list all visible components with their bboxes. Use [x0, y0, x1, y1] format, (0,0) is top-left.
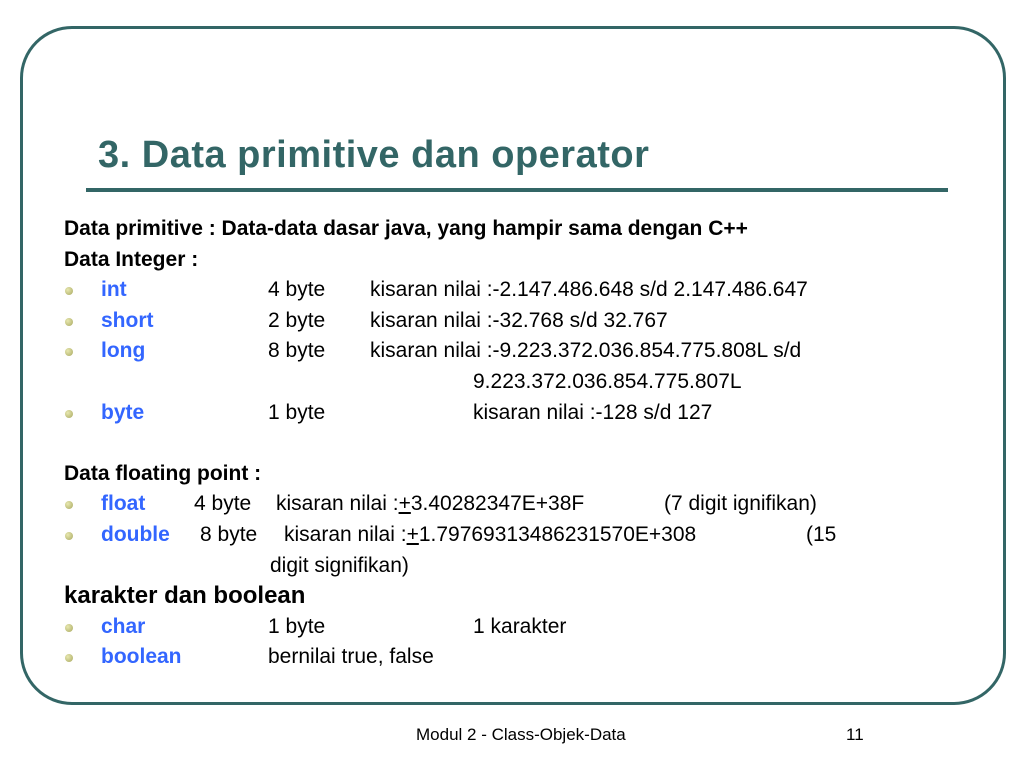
type-size: 1 byte — [268, 400, 326, 424]
list-item-long-continuation — [64, 367, 964, 398]
slide-content — [64, 214, 964, 673]
type-range: kisaran nilai :-9.223.372.036.854.775.808L s/d — [370, 339, 802, 363]
plus-minus-sign: + — [406, 522, 419, 546]
title-underline — [86, 188, 948, 192]
type-range: kisaran nilai :-32.768 s/d 32.767 — [370, 308, 668, 332]
list-item-float — [64, 489, 964, 520]
type-range: kisaran nilai :-2.147.486.648 s/d 2.147.486.647 — [370, 278, 808, 302]
range-prefix: kisaran nilai : — [276, 492, 399, 516]
page-number: 11 — [846, 725, 864, 744]
type-size: 2 byte — [268, 308, 326, 332]
type-keyword: short — [101, 308, 154, 332]
list-item-int — [64, 275, 964, 306]
range-value: 1.79769313486231570E+308 — [418, 522, 697, 546]
integer-heading: Data Integer : — [64, 247, 199, 271]
range-value: 3.40282347E+38F — [410, 492, 585, 516]
type-keyword: long — [101, 339, 146, 363]
type-keyword: float — [101, 492, 146, 516]
type-note: (15 — [806, 522, 837, 546]
list-item-double-continuation — [64, 551, 964, 582]
spacer — [64, 428, 964, 459]
list-item-boolean — [64, 642, 964, 673]
type-size: 4 byte — [194, 492, 252, 516]
bullet-icon — [65, 318, 73, 326]
type-keyword: boolean — [101, 645, 182, 669]
bullet-icon — [65, 410, 73, 418]
type-keyword: char — [101, 614, 146, 638]
list-item-double — [64, 520, 964, 551]
plus-minus-sign: + — [398, 492, 411, 516]
type-size: 4 byte — [268, 278, 326, 302]
type-size: 8 byte — [268, 339, 326, 363]
type-range — [284, 520, 696, 551]
type-keyword: double — [101, 522, 170, 546]
intro-text: Data primitive : Data-data dasar java, yang hampir sama dengan C++ — [64, 217, 748, 240]
float-heading: Data floating point : — [64, 461, 262, 485]
bullet-icon — [65, 654, 73, 662]
type-note-continuation: digit signifikan) — [270, 553, 409, 577]
type-desc: 1 karakter — [473, 614, 567, 638]
type-keyword: int — [101, 278, 127, 302]
bullet-icon — [65, 501, 73, 509]
list-item-byte — [64, 398, 964, 429]
type-note: (7 digit ignifikan) — [664, 492, 817, 516]
list-item-char — [64, 612, 964, 643]
type-range — [276, 489, 584, 520]
bullet-icon — [65, 532, 73, 540]
char-bool-heading: karakter dan boolean — [64, 582, 306, 610]
type-range: kisaran nilai :-128 s/d 127 — [473, 400, 713, 424]
type-size: 1 byte — [268, 614, 326, 638]
footer-title: Modul 2 - Class-Objek-Data — [416, 725, 626, 744]
bullet-icon — [65, 624, 73, 632]
type-size: 8 byte — [200, 522, 258, 546]
range-prefix: kisaran nilai : — [284, 522, 407, 546]
bullet-icon — [65, 287, 73, 295]
type-keyword: byte — [101, 400, 145, 424]
bullet-icon — [65, 348, 73, 356]
type-range-continuation: 9.223.372.036.854.775.807L — [473, 369, 742, 393]
list-item-short — [64, 306, 964, 337]
list-item-long — [64, 336, 964, 367]
slide-title: 3. Data primitive dan operator — [98, 134, 650, 176]
type-desc: bernilai true, false — [268, 645, 434, 669]
